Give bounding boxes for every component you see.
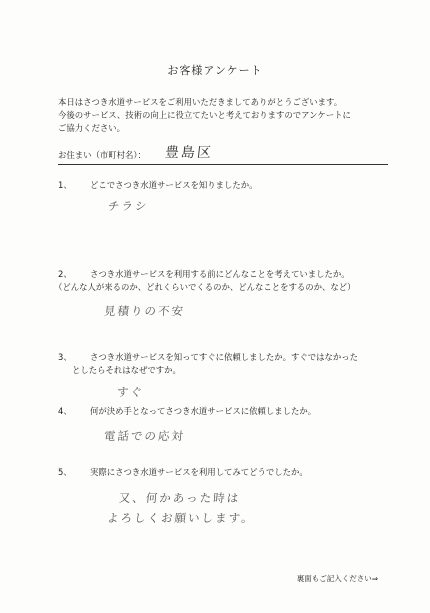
question-number: 5、 xyxy=(58,467,72,477)
answer-line: よろしくお願いします。 xyxy=(106,511,256,525)
answer-5 xyxy=(106,488,257,528)
address-field xyxy=(58,142,388,165)
answer-line: 又、何かあった時は xyxy=(118,491,241,505)
intro-line: 今後のサービス、技術の向上に役立てたいと考えておりますのでアンケートに xyxy=(58,110,351,120)
answer-2 xyxy=(103,303,185,319)
answer-4 xyxy=(103,428,185,444)
answer-3 xyxy=(116,384,144,400)
intro-line: 本日はさつき水道サービスをご利用いただきましてありがとうございます。 xyxy=(58,97,343,107)
question-subtext: としたらそれはなぜですか。 xyxy=(72,365,181,375)
footer-note: 裏面もご記入ください⇒ xyxy=(296,574,378,583)
question-number: 1、 xyxy=(58,180,72,190)
address-label: お住まい（市町村名）： xyxy=(58,150,146,160)
question-text: 実際にさつき水道サービスを利用してみてどうでしたか。 xyxy=(90,467,308,477)
address-handwritten-value: 豊島区 xyxy=(164,145,214,161)
answer-line: すぐ xyxy=(116,385,145,399)
answer-1 xyxy=(107,198,149,214)
answer-line: 見積りの不安 xyxy=(103,304,186,318)
question-text: さつき水道サービスを利用する前にどんなことを考えていましたか。 xyxy=(90,269,350,279)
question-text: 何が決め手となってさつき水道サービスに依頼しましたか。 xyxy=(90,406,317,416)
answer-line: 電話での応対 xyxy=(103,429,186,443)
question-subtext: （どんな人が来るのか、どれくらいでくるのか、どんなことをするのか、など） xyxy=(54,282,356,292)
question-text: さつき水道サービスを知ってすぐに依頼しましたか。すぐではなかった xyxy=(90,352,358,362)
question-text: どこでさつき水道サービスを知りましたか。 xyxy=(90,180,258,190)
intro-line: ご協力ください。 xyxy=(58,123,125,133)
question-number: 4、 xyxy=(58,406,72,416)
page-title: お客様アンケート xyxy=(167,64,263,77)
intro-paragraph xyxy=(58,96,388,135)
question-number: 2、 xyxy=(58,269,72,279)
answer-line: チラシ xyxy=(107,199,150,213)
question-number: 3、 xyxy=(58,352,72,362)
